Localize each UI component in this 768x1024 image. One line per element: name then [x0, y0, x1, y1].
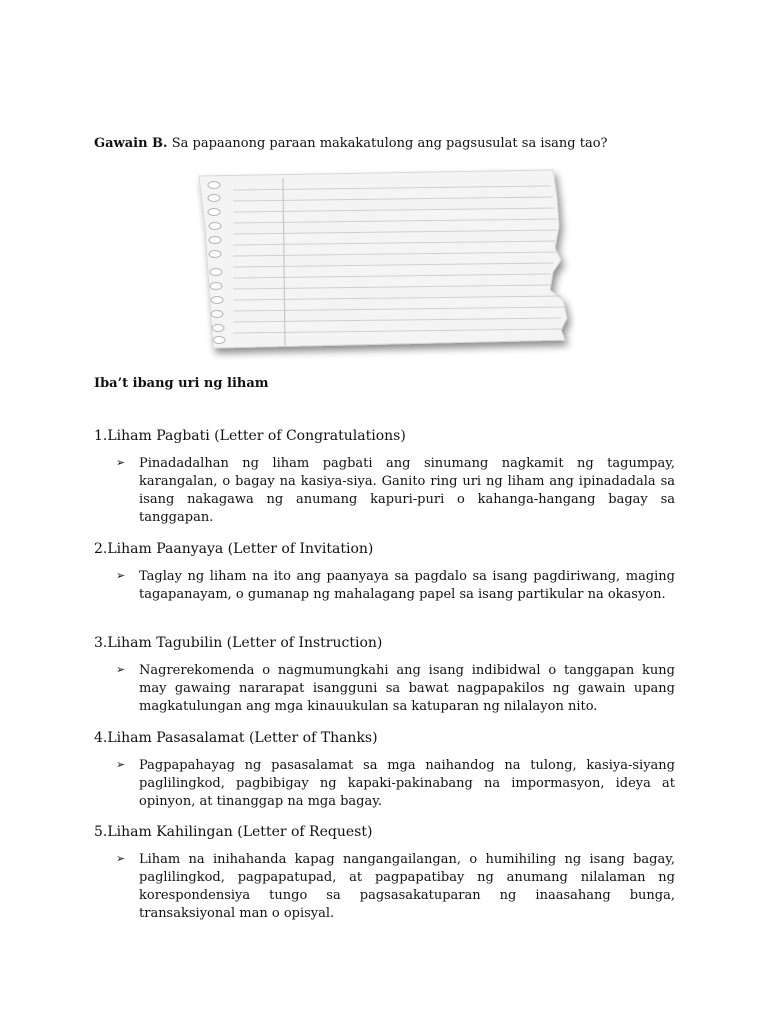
- arrow-bullet-icon: ➢: [116, 569, 126, 582]
- letter-description-congratulations: Pinadadalhan ng liham pagbati ang sinumang nagkamit ng tagumpay, karangalan, o bagay na kasiya-siya. Ganito ring uri ng liham ang ipinadadala sa isang nakagawa ng anumang kapuri-puri o kahanga-hangang bagay sa tanggapan.: [139, 456, 675, 525]
- activity-question: Sa papaanong paraan makakatulong ang pagsusulat sa isang tao?: [167, 136, 608, 151]
- letter-description-instruction: Nagrerekomenda o nagmumungkahi ang isang indibidwal o tanggapan kung may gawaing nararapat isangguni sa bawat nagpapakilos ng gawain upang magkatulungan ang mga kinauukulan sa katuparan ng nilalayon nito.: [139, 663, 675, 714]
- arrow-bullet-icon: ➢: [116, 758, 126, 771]
- arrow-bullet-icon: ➢: [116, 663, 126, 676]
- letter-title-invitation: 2.Liham Paanyaya (Letter of Invitation): [94, 541, 374, 557]
- letter-description-request: Liham na inihahanda kapag nangangailangan, o humihiling ng isang bagay, paglilingkod, pagpapatupad, at pagpapatibay ng anumang nilalaman ng korespondensiya tungo sa pagsasakatuparan ng inaasahang bunga, transaksiyonal man o opisyal.: [139, 852, 675, 921]
- letter-title-request: 5.Liham Kahilingan (Letter of Request): [94, 824, 373, 840]
- letter-title-congratulations: 1.Liham Pagbati (Letter of Congratulations): [94, 428, 406, 444]
- arrow-bullet-icon: ➢: [116, 456, 126, 469]
- section-heading: Iba’t ibang uri ng liham: [94, 376, 269, 391]
- activity-label: Gawain B.: [94, 136, 168, 151]
- letter-title-thanks: 4.Liham Pasasalamat (Letter of Thanks): [94, 730, 378, 746]
- activity-prompt: [94, 135, 608, 153]
- arrow-bullet-icon: ➢: [116, 852, 126, 865]
- letter-description-invitation: Taglay ng liham na ito ang paanyaya sa pagdalo sa isang pagdiriwang, maging tagapanayam, o gumanap ng mahalagang papel sa isang partikular na okasyon.: [139, 569, 675, 602]
- notebook-paper-icon: [195, 168, 575, 360]
- letter-description-thanks: Pagpapahayag ng pasasalamat sa mga naihandog na tulong, kasiya-siyang paglilingkod, pagbibigay ng kapaki-pakinabang na impormasyon, ideya at opinyon, at tinanggap na mga bagay.: [139, 758, 675, 809]
- letter-title-instruction: 3.Liham Tagubilin (Letter of Instruction): [94, 635, 383, 651]
